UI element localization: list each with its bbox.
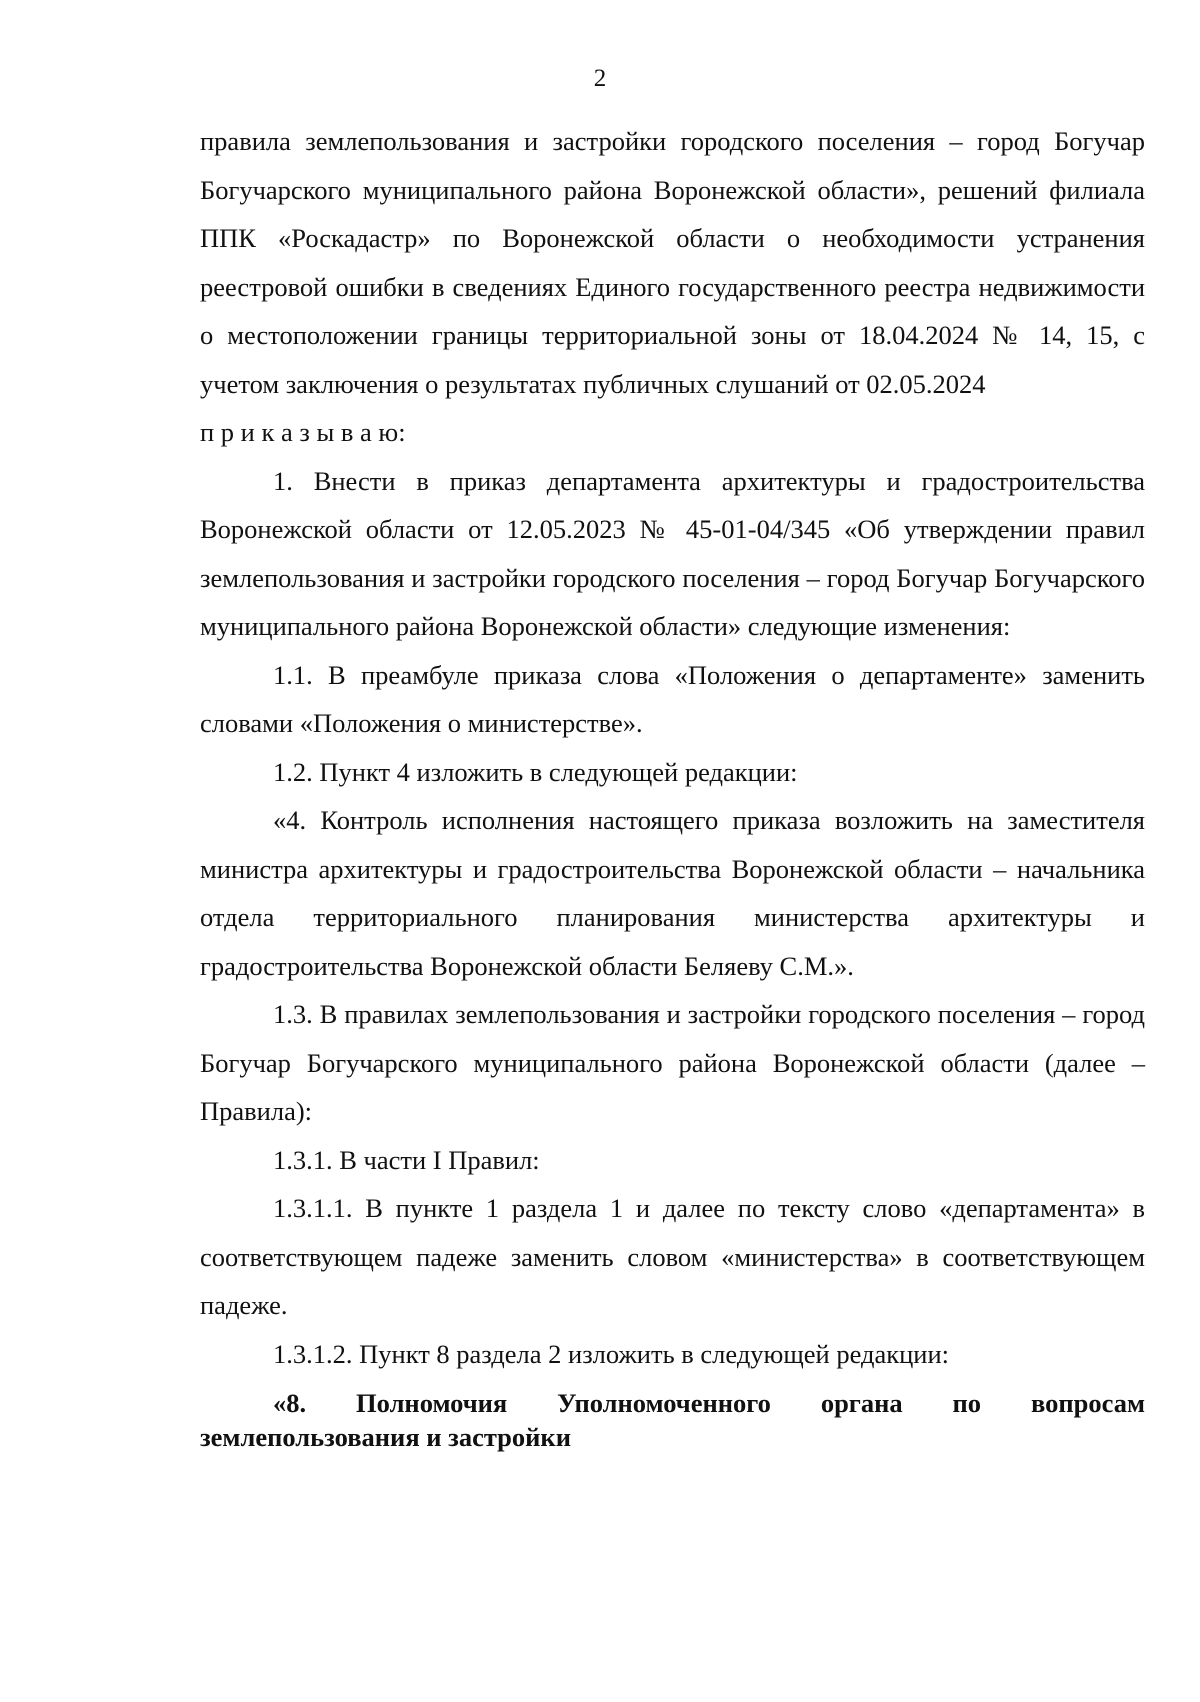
order-word: п р и к а з ы в а ю: — [200, 417, 406, 447]
page-number: 2 — [593, 65, 607, 92]
section-8-heading: «8. Полномочия Уполномоченного органа по вопросам землепользования и застройки — [200, 1388, 1145, 1452]
clause-1-3-1-1: 1.3.1.1. В пункте 1 раздела 1 и далее по тексту слово «департамента» в соответствующем падеже заменить словом «министерства» в соответствующем падеже. — [200, 1193, 1145, 1320]
clause-1-1: 1.1. В преамбуле приказа слова «Положения о департаменте» заменить словами «Положения о министерстве». — [200, 659, 1145, 738]
clause-1-2: 1.2. Пункт 4 изложить в следующей редакции: — [273, 756, 798, 787]
clause-1-3: 1.3. В правилах землепользования и застройки городского поселения – город Богучар Богучарского муниципального района Воронежской области (далее – Правила): — [200, 999, 1145, 1126]
clause-1: 1. Внести в приказ департамента архитектуры и градостроительства Воронежской области от 12.05.2023 № 45-01-04/345 «Об утверждении правил землепользования и застройки городского поселения – город Богучар Богучарского муниципального района Воронежской области» следующие изменения: — [200, 465, 1145, 641]
clause-1-3-1: 1.3.1. В части I Правил: — [273, 1144, 540, 1175]
document-body — [200, 117, 1145, 1454]
preamble-paragraph: правила землепользования и застройки городского поселения – город Богучар Богучарского муниципального района Воронежской области», решений филиала ППК «Роскадастр» по Воронежской области о необходимости устранения реестровой ошибки в сведениях Единого государственного реестра недвижимости о местоположении границы территориальной зоны от 18.04.2024 № 14, 15, с учетом заключения о результатах публичных слушаний от 02.05.2024 — [200, 126, 1145, 399]
clause-1-3-1-2: 1.3.1.2. Пункт 8 раздела 2 изложить в следующей редакции: — [273, 1338, 950, 1369]
clause-1-2-text: «4. Контроль исполнения настоящего приказа возложить на заместителя министра архитектуры и градостроительства Воронежской области – начальника отдела территориального планирования министерства архитектуры и градостроительства Воронежской области Беляеву С.М.». — [200, 805, 1145, 981]
